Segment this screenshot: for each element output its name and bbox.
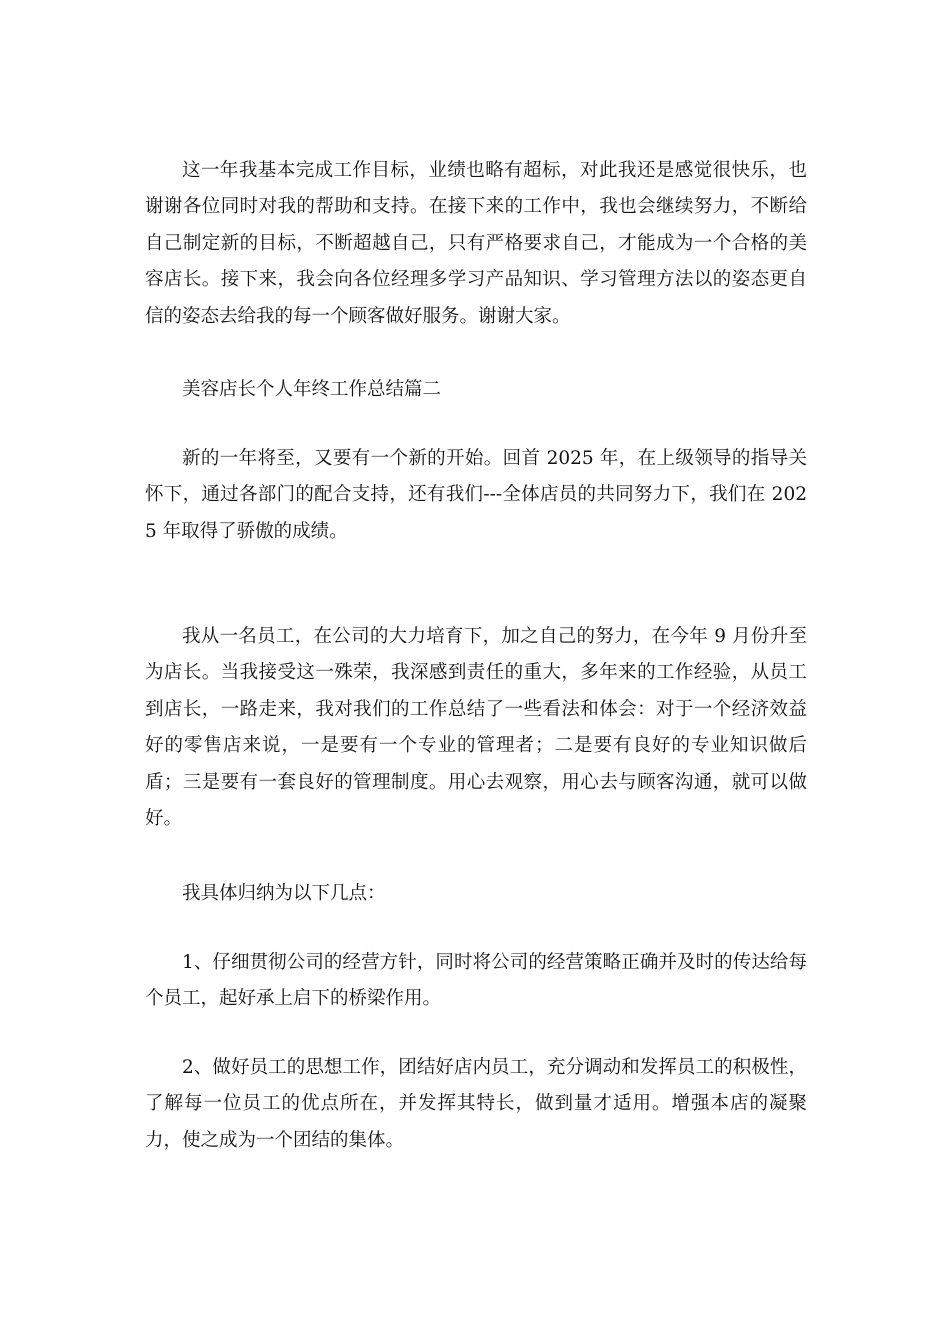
list-item-point-2: 2、做好员工的思想工作，团结好店内员工，充分调动和发挥员工的积极性，了解每一位员工的优点所在，并发挥其特长，做到量才适用。增强本店的凝聚力，使之成为一个团结的集体。 (145, 1057, 807, 1151)
list-item-point-1: 1、仔细贯彻公司的经营方针，同时将公司的经营策略正确并及时的传达给每个员工，起好承上启下的桥梁作用。 (145, 952, 807, 1010)
paragraph-promotion-reflection: 我从一名员工，在公司的大力培育下，加之自己的努力，在今年 9 月份升至为店长。当我接受这一殊荣，我深感到责任的重大，多年来的工作经验，从员工到店长，一路走来，我对我们的工作总结了一些看法和体会：对于一个经济效益好的零售店来说，一是要有一个专业的管理者；二是要有良好的专业知识做后盾；三是要有一套良好的管理制度。用心去观察，用心去与顾客沟通，就可以做好。 (145, 626, 807, 830)
paragraph-points-intro: 我具体归纳为以下几点： (182, 883, 386, 904)
section-heading-part-two: 美容店长个人年终工作总结篇二 (182, 379, 442, 400)
paragraph-summary-closing: 这一年我基本完成工作目标，业绩也略有超标，对此我还是感觉很快乐，也谢谢各位同时对我的帮助和支持。在接下来的工作中，我也会继续努力，不断给自己制定新的目标，不断超越自己，只有严格要求自己，才能成为一个合格的美容店长。接下来，我会向各位经理多学习产品知识、学习管理方法以的姿态更自信的姿态去给我的每一个顾客做好服务。谢谢大家。 (145, 160, 807, 327)
paragraph-new-year-intro: 新的一年将至，又要有一个新的开始。回首 2025 年，在上级领导的指导关怀下，通过各部门的配合支持，还有我们---全体店员的共同努力下，我们在 2025 年取得了骄傲的成绩。 (145, 448, 807, 542)
